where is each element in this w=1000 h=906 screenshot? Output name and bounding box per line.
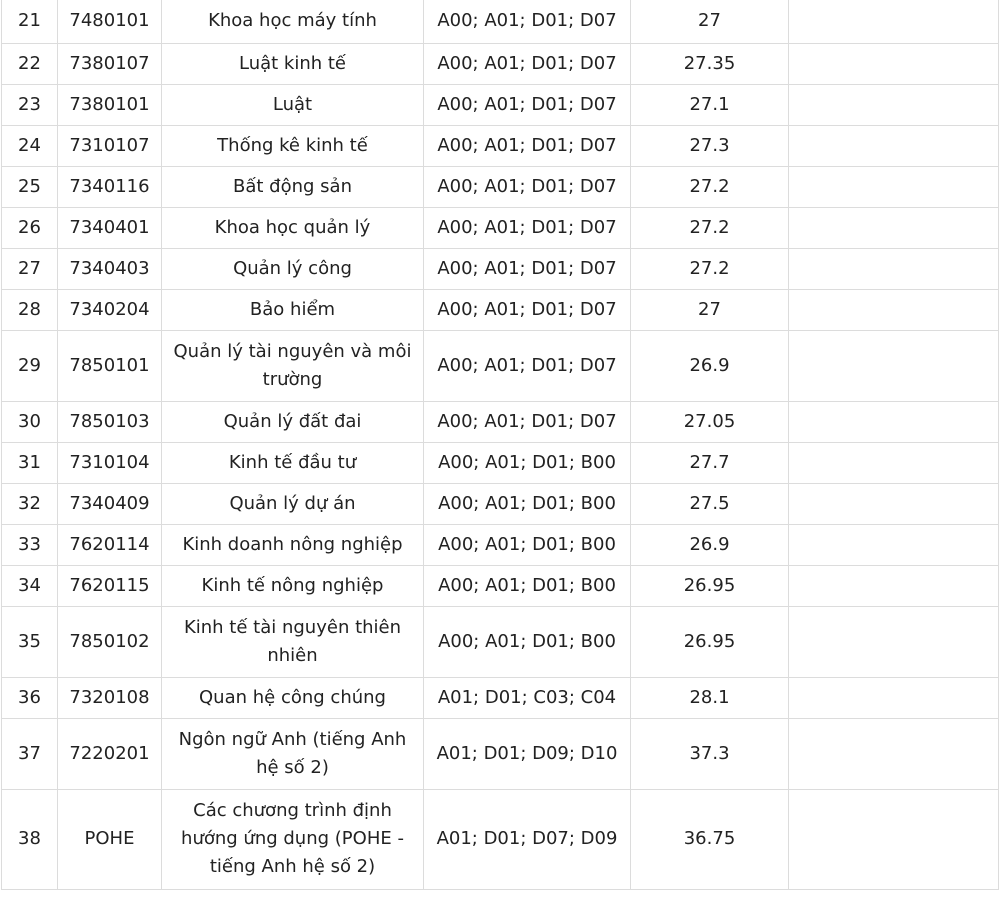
- admission-score: 27: [631, 0, 789, 43]
- row-number: 25: [2, 166, 58, 207]
- row-number: 35: [2, 606, 58, 677]
- subject-combination: A00; A01; D01; D07: [424, 248, 631, 289]
- major-code: 7620115: [58, 565, 162, 606]
- admission-score: 27: [631, 289, 789, 330]
- note-cell: [789, 43, 999, 84]
- admission-score: 27.2: [631, 166, 789, 207]
- row-number: 24: [2, 125, 58, 166]
- note-cell: [789, 483, 999, 524]
- table-row: [2, 125, 999, 166]
- subject-combination: A00; A01; D01; D07: [424, 289, 631, 330]
- major-code: 7340409: [58, 483, 162, 524]
- row-number: 30: [2, 401, 58, 442]
- row-number: 36: [2, 677, 58, 718]
- major-name: Các chương trình định hướng ứng dụng (POHE - tiếng Anh hệ số 2): [162, 789, 424, 889]
- note-cell: [789, 524, 999, 565]
- major-code: 7340204: [58, 289, 162, 330]
- subject-combination: A00; A01; D01; D07: [424, 125, 631, 166]
- table-row: [2, 166, 999, 207]
- note-cell: [789, 789, 999, 889]
- note-cell: [789, 84, 999, 125]
- subject-combination: A00; A01; D01; D07: [424, 43, 631, 84]
- admission-score: 27.7: [631, 442, 789, 483]
- table-row: [2, 789, 999, 889]
- table-row: [2, 0, 999, 43]
- major-name: Khoa học quản lý: [162, 207, 424, 248]
- note-cell: [789, 125, 999, 166]
- row-number: 26: [2, 207, 58, 248]
- major-code: 7340401: [58, 207, 162, 248]
- table-row: [2, 207, 999, 248]
- admission-score: 27.35: [631, 43, 789, 84]
- major-code: 7380107: [58, 43, 162, 84]
- table-row: [2, 606, 999, 677]
- major-name: Luật kinh tế: [162, 43, 424, 84]
- major-code: 7340403: [58, 248, 162, 289]
- admission-score: 27.2: [631, 207, 789, 248]
- major-code: 7310107: [58, 125, 162, 166]
- major-name: Quản lý dự án: [162, 483, 424, 524]
- major-name: Kinh tế nông nghiệp: [162, 565, 424, 606]
- row-number: 27: [2, 248, 58, 289]
- row-number: 33: [2, 524, 58, 565]
- admission-score: 37.3: [631, 718, 789, 789]
- row-number: 37: [2, 718, 58, 789]
- table-row: [2, 248, 999, 289]
- subject-combination: A01; D01; D07; D09: [424, 789, 631, 889]
- subject-combination: A00; A01; D01; B00: [424, 442, 631, 483]
- table-row: [2, 565, 999, 606]
- subject-combination: A00; A01; D01; B00: [424, 606, 631, 677]
- row-number: 28: [2, 289, 58, 330]
- table-row: [2, 524, 999, 565]
- note-cell: [789, 677, 999, 718]
- row-number: 32: [2, 483, 58, 524]
- note-cell: [789, 401, 999, 442]
- subject-combination: A00; A01; D01; D07: [424, 0, 631, 43]
- note-cell: [789, 565, 999, 606]
- table-row: [2, 677, 999, 718]
- admission-score: 28.1: [631, 677, 789, 718]
- admission-score: 26.95: [631, 565, 789, 606]
- major-name: Bất động sản: [162, 166, 424, 207]
- note-cell: [789, 289, 999, 330]
- major-code: 7480101: [58, 0, 162, 43]
- admission-score: 27.05: [631, 401, 789, 442]
- major-code: 7380101: [58, 84, 162, 125]
- row-number: 23: [2, 84, 58, 125]
- note-cell: [789, 330, 999, 401]
- table-row: [2, 330, 999, 401]
- admission-score: 27.1: [631, 84, 789, 125]
- major-code: 7850102: [58, 606, 162, 677]
- subject-combination: A00; A01; D01; D07: [424, 330, 631, 401]
- row-number: 34: [2, 565, 58, 606]
- subject-combination: A00; A01; D01; B00: [424, 483, 631, 524]
- table-row: [2, 401, 999, 442]
- table-row: [2, 718, 999, 789]
- table-row: [2, 442, 999, 483]
- admission-score: 27.3: [631, 125, 789, 166]
- major-code: 7220201: [58, 718, 162, 789]
- subject-combination: A00; A01; D01; B00: [424, 565, 631, 606]
- major-code: 7340116: [58, 166, 162, 207]
- row-number: 38: [2, 789, 58, 889]
- subject-combination: A00; A01; D01; B00: [424, 524, 631, 565]
- admission-score: 27.2: [631, 248, 789, 289]
- subject-combination: A00; A01; D01; D07: [424, 166, 631, 207]
- admission-score: 26.9: [631, 330, 789, 401]
- admission-score: 26.95: [631, 606, 789, 677]
- table-row: [2, 289, 999, 330]
- admission-score: 26.9: [631, 524, 789, 565]
- subject-combination: A00; A01; D01; D07: [424, 84, 631, 125]
- note-cell: [789, 442, 999, 483]
- row-number: 22: [2, 43, 58, 84]
- admission-score: 27.5: [631, 483, 789, 524]
- note-cell: [789, 248, 999, 289]
- row-number: 29: [2, 330, 58, 401]
- major-code: 7320108: [58, 677, 162, 718]
- major-name: Ngôn ngữ Anh (tiếng Anh hệ số 2): [162, 718, 424, 789]
- subject-combination: A01; D01; C03; C04: [424, 677, 631, 718]
- major-code: 7850101: [58, 330, 162, 401]
- admission-score: 36.75: [631, 789, 789, 889]
- note-cell: [789, 207, 999, 248]
- table-row: [2, 483, 999, 524]
- major-name: Khoa học máy tính: [162, 0, 424, 43]
- major-code: 7310104: [58, 442, 162, 483]
- major-name: Quản lý tài nguyên và môi trường: [162, 330, 424, 401]
- major-code: 7620114: [58, 524, 162, 565]
- major-name: Quản lý đất đai: [162, 401, 424, 442]
- major-name: Kinh doanh nông nghiệp: [162, 524, 424, 565]
- major-name: Thống kê kinh tế: [162, 125, 424, 166]
- major-code: 7850103: [58, 401, 162, 442]
- major-name: Bảo hiểm: [162, 289, 424, 330]
- subject-combination: A01; D01; D09; D10: [424, 718, 631, 789]
- subject-combination: A00; A01; D01; D07: [424, 207, 631, 248]
- note-cell: [789, 718, 999, 789]
- table-row: [2, 84, 999, 125]
- note-cell: [789, 0, 999, 43]
- admission-scores-table: [1, 0, 999, 890]
- table-row: [2, 43, 999, 84]
- major-name: Quản lý công: [162, 248, 424, 289]
- note-cell: [789, 606, 999, 677]
- major-name: Quan hệ công chúng: [162, 677, 424, 718]
- major-name: Kinh tế tài nguyên thiên nhiên: [162, 606, 424, 677]
- row-number: 21: [2, 0, 58, 43]
- major-name: Kinh tế đầu tư: [162, 442, 424, 483]
- major-name: Luật: [162, 84, 424, 125]
- major-code: POHE: [58, 789, 162, 889]
- subject-combination: A00; A01; D01; D07: [424, 401, 631, 442]
- row-number: 31: [2, 442, 58, 483]
- note-cell: [789, 166, 999, 207]
